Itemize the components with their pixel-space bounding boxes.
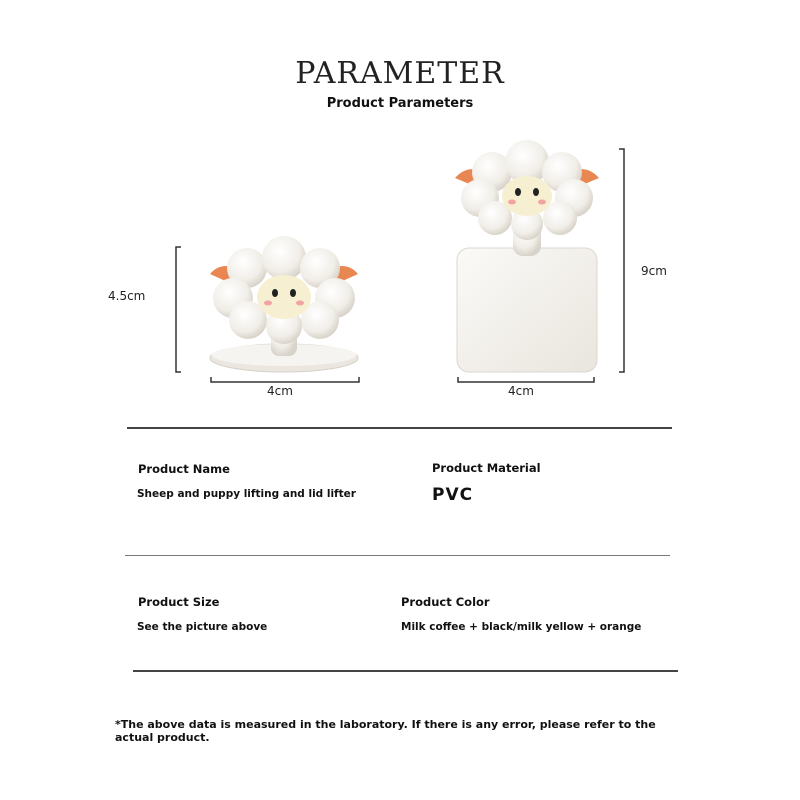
product-color-value: Milk coffee + black/milk yellow + orange bbox=[401, 621, 642, 633]
left-product-sheep bbox=[210, 236, 358, 372]
sheep-face bbox=[257, 275, 311, 319]
product-material-label: Product Material bbox=[432, 461, 541, 475]
product-name-value: Sheep and puppy lifting and lid lifter bbox=[137, 488, 356, 500]
right-height-label: 9cm bbox=[641, 264, 667, 278]
left-width-label: 4cm bbox=[267, 384, 293, 398]
product-size-label: Product Size bbox=[138, 595, 220, 609]
divider bbox=[133, 670, 678, 672]
sheep-face bbox=[502, 176, 552, 216]
product-material-value: PVC bbox=[432, 485, 474, 505]
page-title: PARAMETER bbox=[295, 56, 505, 91]
right-product-sheep-paddle bbox=[455, 140, 599, 372]
right-width-label: 4cm bbox=[508, 384, 534, 398]
product-color-label: Product Color bbox=[401, 595, 490, 609]
left-height-label: 4.5cm bbox=[108, 289, 146, 303]
divider bbox=[127, 427, 672, 429]
divider bbox=[125, 555, 670, 556]
product-size-value: See the picture above bbox=[137, 621, 268, 633]
page-subtitle: Product Parameters bbox=[326, 96, 474, 111]
product-name-label: Product Name bbox=[138, 462, 230, 476]
footnote: *The above data is measured in the laboratory. If there is any error, please refer to the actual product. bbox=[115, 718, 656, 744]
